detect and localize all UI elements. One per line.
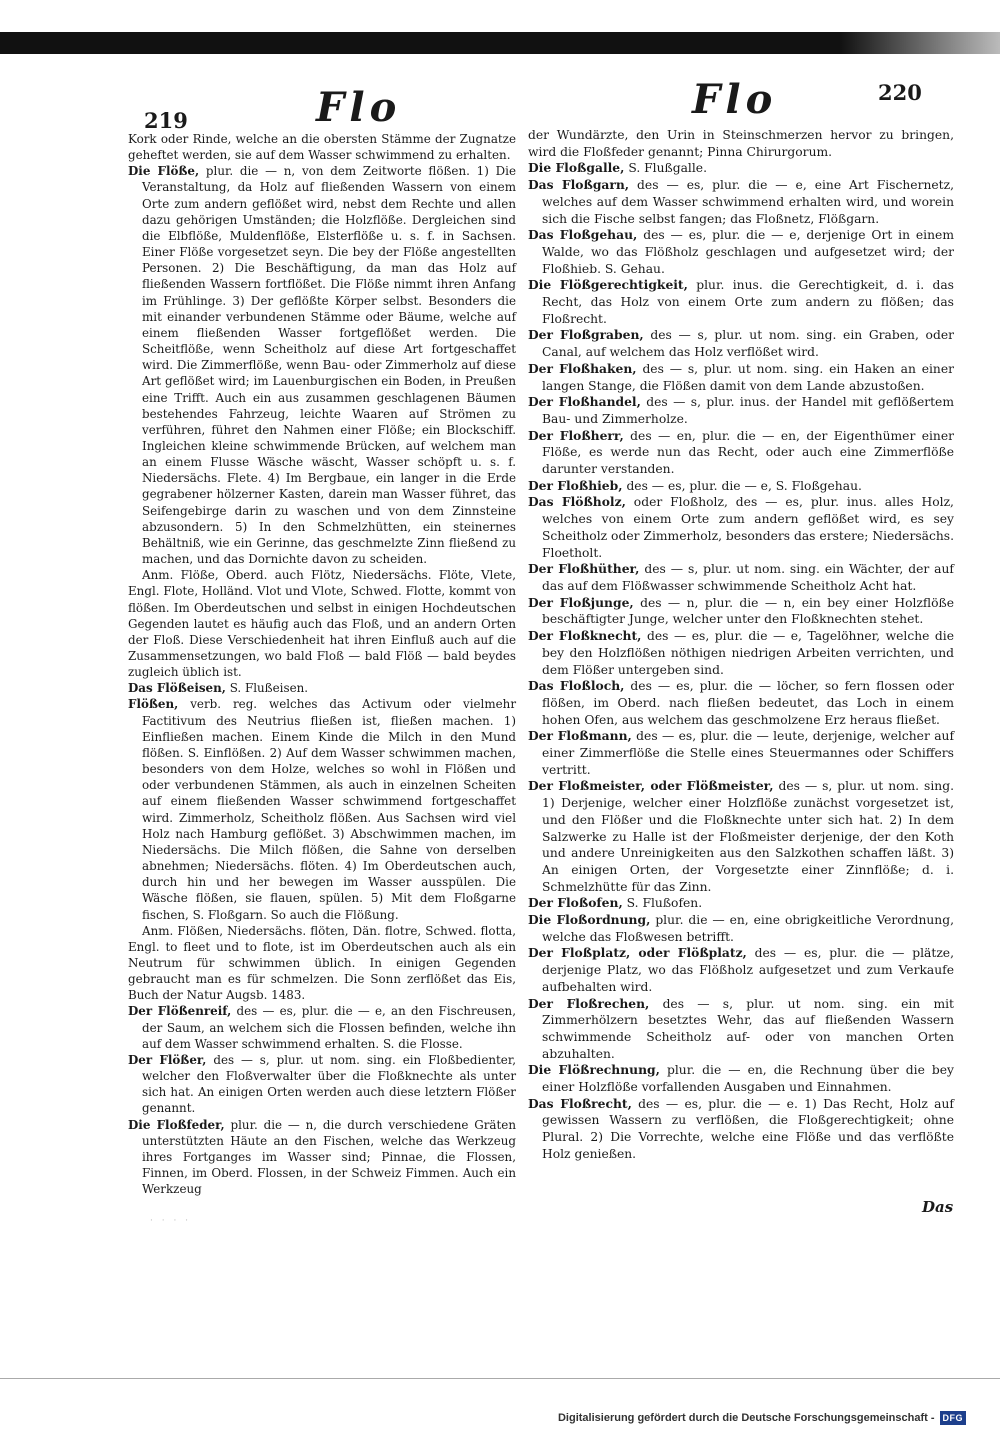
entry-headword: Das Floßrecht, <box>528 1095 632 1111</box>
entry-text: des — es, plur. die — plätze, derjenige Platz, wo das Flößholz aufgesetzet und zum Verkaufe aufbehalten wird. <box>542 946 954 994</box>
entry-headword: Der Floßmann, <box>528 728 632 744</box>
entry-text: der Wundärzte, den Urin in Steinschmerzen hervor zu bringen, wird die Floßfeder genannt; Pinna Chirurgorum. <box>528 128 954 159</box>
continued-text <box>128 131 516 163</box>
entry-headword: Das Flößeisen, <box>128 681 226 696</box>
entry-text: des — s, plur. ut nom. sing. ein Floßbedienter, welcher den Floßverwalter über die Floßknechte als unter sich hat. An einigen Orten werden auch diese letztern Flößer genannt. <box>142 1052 516 1116</box>
dictionary-entry <box>528 1062 954 1095</box>
etymology-note <box>128 567 516 680</box>
page-number-right: 220 <box>878 80 922 105</box>
entry-headword: Der Floßrechen, <box>528 995 650 1011</box>
catchword: Das <box>922 1198 954 1216</box>
entry-text: des — es, plur. die — e. 1) Das Recht, Holz auf gewissen Wassern zu verflößen, die Floßgerechtigkeit; ohne Plural. 2) Die Vorrechte, welche eine Flöße und das verflößte Holz genießen. <box>542 1096 954 1161</box>
right-column <box>528 127 954 1163</box>
entry-headword: Der Floßherr, <box>528 427 624 443</box>
entry-headword: Die Floßfeder, <box>128 1117 225 1132</box>
entry-headword: Der Floßofen, <box>528 895 623 911</box>
entry-headword: Das Floßgarn, <box>528 177 630 193</box>
entry-headword: Der Floßplatz, oder Flößplatz, <box>528 945 747 961</box>
entry-text: plur. die — n, von dem Zeitworte flößen. 1) Die Veranstaltung, da Holz auf fließenden Wassern von einem Orte zum andern geflößet wird, nebst dem Rechte und allen dazu gehörigen Umständen; die Holzflöße. Dergleichen sind die Elbflöße, Muldenflöße, Elsterflöße u. s. f. in Sachsen. Einer Flöße vorgesetzet seyn. Die bey der Flöße angestellten Personen. 2) Die Beschäftigung, da man das Holz auf fließenden Wassern fortflößet. Die Flöße nimmt ihren Anfang im Frühlinge. 3) Der geflößte Körper selbst. Besonders die mit einander verbundenen Stämme oder Bäume, welche auf einem fließenden Wasser fortgeflößet werden. Die Scheitflöße, wenn Scheitholz auf diese Art fortgeschaffet wird. Die Zimmerflöße, wenn Bau- oder Zimmerholz auf diese Art geflößet wird; im Lauenburgischen ein Boden, in Preußen eine Trifft. Auch ein aus zusammen geschlagenen Bäumen bestehendes Fahrzeug, leichte Waaren auf Strömen zu verführen, führet den Nahmen einer Flöße; ein Blockschiff. Ingleichen kleine schwimmende Brücken, auf welchem man an einem Flusse Wäsche wäscht, Wasser schöpft u. s. f. Niedersächs. Flete. 4) Im Bergbaue, ein langer in die Erde gegrabener hölzerner Kasten, darein man Wasser führet, das Seifengebirge darin zu waschen und von dem Zinnsteine abzusondern. 5) In den Schmelzhütten, ein steinernes Behältniß, wie ein Gerinne, das geschmelzte Zinn fließend zu machen, und das Dornichte davon zu scheiden. <box>142 164 516 567</box>
dictionary-entry <box>128 680 516 696</box>
dictionary-entry <box>528 478 954 495</box>
entry-headword: Die Flößrechnung, <box>528 1062 660 1078</box>
entry-text: des — s, plur. ut nom. sing. ein Graben, oder Canal, auf welchem das Holz verflößet wird. <box>542 328 954 360</box>
entry-text: plur. die — n, die durch verschiedene Gräten unterstützten Häute an den Fischen, welche das Werkzeug ihres Fortganges im Wasser sind; Pinnae, die Flossen, Finnen, im Oberd. Flossen, in der Schweiz Fimmen. Auch ein Werkzeug <box>142 1117 516 1197</box>
entry-headword: Das Floßloch, <box>528 678 625 694</box>
entry-text: des — es, plur. die — e, derjenige Ort in einem Walde, wo das Flößholz geschlagen und aufgesetzet wird; der Floßhieb. S. Gehau. <box>542 228 954 276</box>
entry-text: Kork oder Rinde, welche an die obersten Stämme der Zugnatze geheftet werden, sie auf dem Wasser schwimmend zu erhalten. <box>128 132 516 163</box>
scan-bottom-line <box>0 1378 1000 1379</box>
dictionary-entry <box>528 428 954 478</box>
dictionary-entry <box>528 728 954 778</box>
entry-text: des — s, plur. ut nom. sing. ein Wächter, der auf das auf dem Flößwasser schwimmende Scheitholz Acht hat. <box>542 562 954 593</box>
dictionary-entry <box>128 1052 516 1117</box>
entry-headword: Das Flößholz, <box>528 494 626 510</box>
dfg-logo: DFG <box>940 1411 967 1425</box>
entry-headword: Flößen, <box>128 697 179 712</box>
continued-text <box>528 127 954 160</box>
dictionary-entry <box>528 996 954 1063</box>
entry-headword: Der Floßknecht, <box>528 628 642 644</box>
dictionary-entry <box>528 595 954 628</box>
dictionary-entry <box>528 327 954 360</box>
dictionary-entry <box>528 361 954 394</box>
entry-text: Anm. Flößen, Niedersächs. flöten, Dän. flotre, Schwed. flotta, Engl. to fleet und to flote, ist im Oberdeutschen auch als ein Neutrum für schwimmen üblich. In einigen Gegenden gebraucht man es für schmelzen. Die Sonn zerflößet das Eis, Buch der Natur Augsb. 1483. <box>128 923 516 1003</box>
page-number-left: 219 <box>144 108 188 133</box>
dictionary-entry <box>128 696 516 922</box>
entry-text: des — es, plur. die — leute, derjenige, welcher auf einer Zimmerflöße die Stelle eines Steuermannes oder Schiffers vertritt. <box>542 729 954 777</box>
entry-text: des — es, plur. die — e, an den Fischreusen, der Saum, an welchem sich die Flossen befinden, welche ihn auf dem Wasser schwimmend erhalten. S. die Flosse. <box>142 1004 516 1051</box>
running-headword-right: Flo <box>692 76 778 123</box>
entry-text: des — es, plur. die — e, Tagelöhner, welche die bey den Holzflößen nöthigen niedrigen Arbeiten verrichten, und dem Flößer untergeben sind. <box>542 629 954 677</box>
dictionary-entry <box>528 628 954 678</box>
entry-headword: Der Floßhaken, <box>528 360 637 376</box>
dictionary-entry <box>128 1117 516 1198</box>
entry-text: des — s, plur. ut nom. sing. ein Haken an einer langen Stange, die Flößen damit von dem Lande abzustoßen. <box>542 361 954 393</box>
entry-headword: Die Floßgalle, <box>528 160 625 176</box>
entry-text: plur. die — en, die Rechnung über die bey einer Holzflöße vorfallenden Ausgaben und Einnahmen. <box>542 1063 954 1095</box>
entry-headword: Die Flößgerechtigkeit, <box>528 277 688 293</box>
entry-headword: Der Floßjunge, <box>528 594 634 610</box>
running-headword-left: Flo <box>316 84 402 131</box>
entry-text: des — s, plur. ut nom. sing. 1) Derjenige, welcher einer Holzflöße zunächst vorgesetzet ist, und den Flößer und die Floßknechte unter sich hat. 2) In dem Salzwerke zu Halle ist der Floßmeister derjenige, der den Koth und andere Unreinigkeiten aus den Salzkothen schaffen läßt. 3) An einigen Orten, der Vorgesetzte einer Zinnflöße; d. i. Schmelzhütte für das Zinn. <box>542 779 954 894</box>
entry-headword: Der Floßhüther, <box>528 561 640 577</box>
dictionary-entry <box>528 494 954 561</box>
entry-text: des — n, plur. die — n, ein bey einer Holzflöße beschäftigter Junge, welcher unter den Floßknechten stehet. <box>542 595 954 627</box>
entry-text: Anm. Flöße, Oberd. auch Flötz, Niedersächs. Flöte, Vlete, Engl. Flote, Holländ. Vlot und Vlote, Schwed. Flotte, kommt von flößen. Im Oberdeutschen und selbst in einigen Hochdeutschen Gegenden lautet es häufig auch das Floß, und an andern Orten der Floß. Diese Verschiedenheit hat ihren Einfluß auch auf die Zusammensetzungen, wo bald Floß — bald Flöß — bald beydes zugleich üblich ist. <box>128 568 516 680</box>
footer-text: Digitalisierung gefördert durch die Deutsche Forschungsgemeinschaft - <box>557 1412 935 1424</box>
entry-text: des — s, plur. ut nom. sing. ein mit Zimmerhölzern besetztes Wehr, das auf fließenden Wassern schwimmende Scheitholz auf- oder von manchen Orten abzuhalten. <box>542 996 954 1061</box>
entry-headword: Der Floßmeister, oder Flößmeister, <box>528 778 774 794</box>
dictionary-entry <box>528 895 954 912</box>
left-column <box>128 131 516 1197</box>
dictionary-entry <box>128 1003 516 1051</box>
dictionary-entry <box>528 160 954 177</box>
dictionary-entry <box>528 778 954 895</box>
entry-text: des — es, plur. die — e, S. Floßgehau. <box>626 478 862 493</box>
dictionary-entry <box>528 227 954 277</box>
dictionary-entry <box>528 561 954 594</box>
dictionary-entry <box>528 394 954 427</box>
entry-headword: Der Flößer, <box>128 1052 207 1067</box>
dictionary-entry <box>528 1096 954 1163</box>
entry-headword: Der Flößenreif, <box>128 1004 232 1019</box>
entry-text: des — s, plur. inus. der Handel mit geflößertem Bau- und Zimmerholze. <box>542 395 954 426</box>
dictionary-entry <box>128 163 516 567</box>
entry-headword: Der Floßhieb, <box>528 477 623 493</box>
dictionary-entry <box>528 945 954 995</box>
scan-smudge: · · · · <box>150 1216 192 1226</box>
entry-headword: Der Floßhandel, <box>528 394 641 410</box>
entry-text: des — en, plur. die — en, der Eigenthümer einer Flöße, es werde nun das Recht, oder auch eine Zimmerflöße darunter verstanden. <box>542 428 954 477</box>
entry-text: S. Flußgalle. <box>628 161 707 176</box>
scan-edge-bar <box>0 32 1000 54</box>
entry-headword: Die Flöße, <box>128 164 200 179</box>
entry-text: plur. inus. die Gerechtigkeit, d. i. das Recht, das Holz von einem Orte zum andern zu flößen; das Floßrecht. <box>542 278 954 326</box>
dictionary-entry <box>528 177 954 227</box>
dictionary-entry <box>528 912 954 945</box>
dictionary-entry <box>528 678 954 728</box>
entry-text: des — es, plur. die — löcher, so fern flossen oder flößen, im Oberd. nach fließen bedeutet, das Loch in einem hohen Ofen, aus welchem das geschmolzene Erz heraus fließet. <box>542 679 954 727</box>
entry-headword: Die Floßordnung, <box>528 912 651 928</box>
entry-headword: Der Floßgraben, <box>528 327 644 343</box>
entry-text: verb. reg. welches das Activum oder vielmehr Factitivum des Neutrius fließen ist, fließen machen. 1) Einfließen machen. Einem Kinde die Milch in den Mund flößen. S. Einflößen. 2) Auf dem Wasser schwimmen machen, besonders von dem Holze, welches so wohl in Flößen und oder verbundenen Stämmen, als auch in einzelnen Scheiten auf einem fließenden Wasser schwimmend fortgeschaffet wird. Zimmerholz, Scheitholz flößen. Aus Sachsen wird viel Holz nach Hamburg geflößet. 3) Abschwimmen machen, im Niedersächs. Die Milch flößen, die Sahne von derselben abnehmen; Niedersächs. flöten. 4) Im Oberdeutschen auch, durch hin und her bewegen im Wasser ausspülen. Die Wäsche flößen, sie flauen, spülen. 5) Mit dem Floßgarne fischen, S. Floßgarn. So auch die Flößung. <box>142 697 516 922</box>
entry-text: oder Floßholz, des — es, plur. inus. alles Holz, welches von einem Orte zum andern geflößet wird, es sey Scheitholz oder Zimmerholz, besonders das erstere; Niedersächs. Floetholt. <box>542 495 954 560</box>
entry-headword: Das Floßgehau, <box>528 227 638 243</box>
entry-text: des — es, plur. die — e, eine Art Fischernetz, welches auf dem Wasser schwimmend erhalten wird, und worein sich die Fische selbst fangen; das Floßnetz, Flößgarn. <box>542 178 954 226</box>
dictionary-entry <box>528 277 954 327</box>
entry-text: plur. die — en, eine obrigkeitliche Verordnung, welche das Floßwesen betrifft. <box>542 913 954 944</box>
entry-text: S. Flußofen. <box>626 896 703 911</box>
etymology-note <box>128 923 516 1004</box>
footer-credit <box>558 1411 966 1425</box>
entry-text: S. Flußeisen. <box>229 681 309 696</box>
